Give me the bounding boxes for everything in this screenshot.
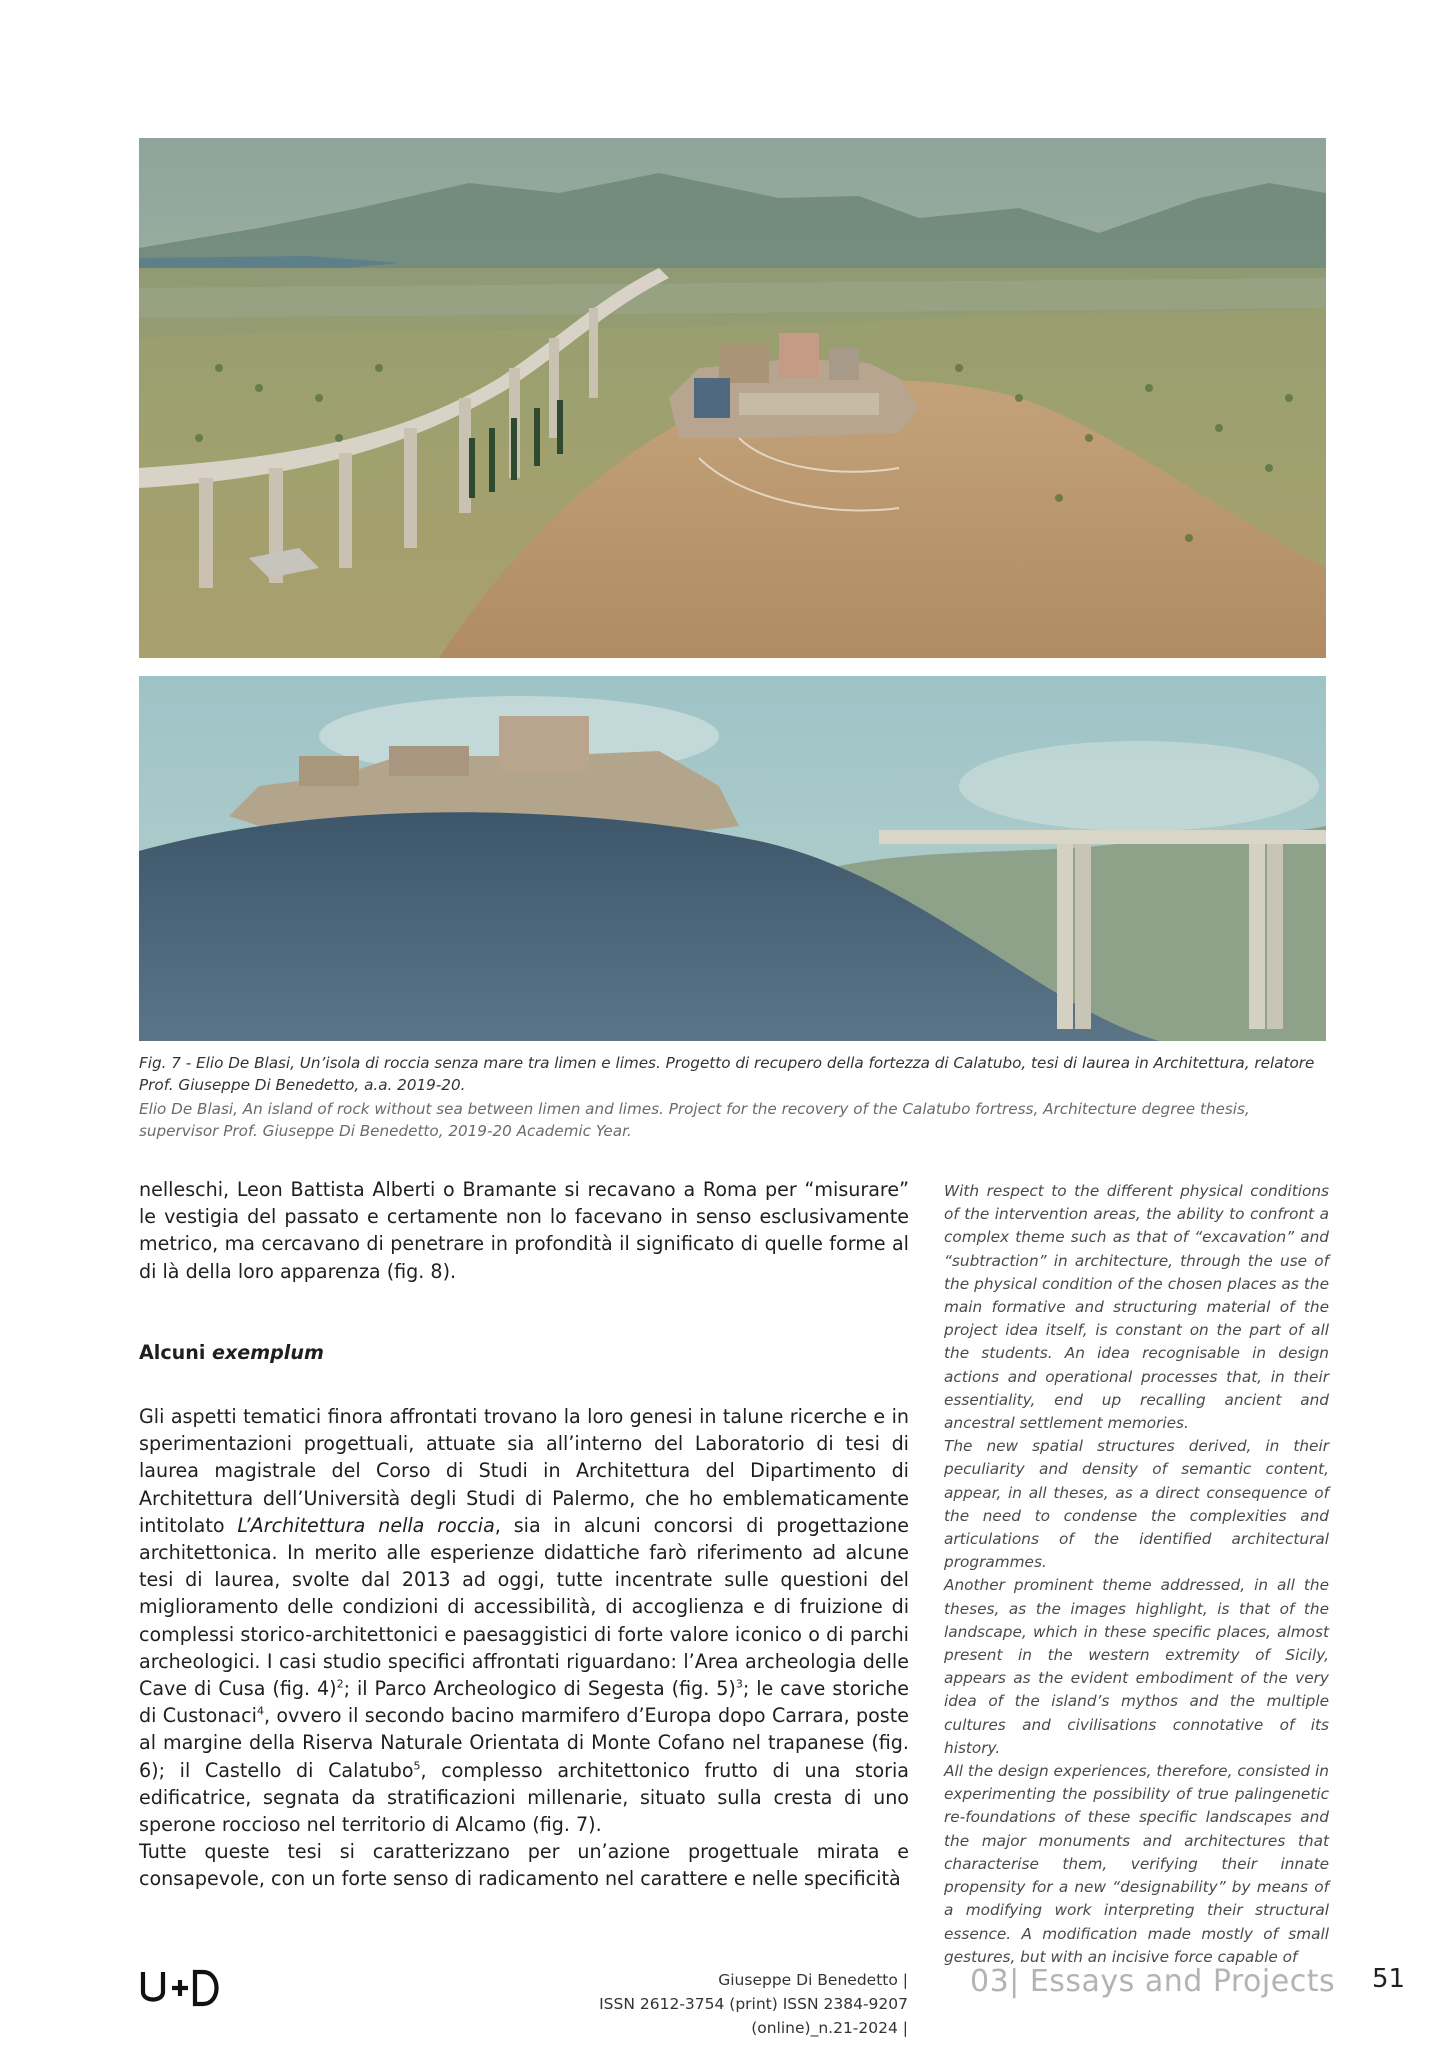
intro-paragraph: nelleschi, Leon Battista Alberti o Bramante si recavano a Roma per “misurare” le vestigia del passato e certamente non lo facevano in senso esclusivamente metrico, ma cercavano di penetrare in profondità il significato di quelle forme al di là della loro apparenza (fig. 8). [139, 1178, 909, 1283]
footer-issn: ISSN 2612-3754 (print) ISSN 2384-9207 (online)_n.21-2024 | [599, 1995, 908, 2037]
section-heading [139, 1339, 909, 1366]
side-paragraph-4: All the design experiences, therefore, consisted in experimenting the possibility of true palingenetic re-foundations of these specific landscapes and the major monuments and architectures that characterise them, verifying their innate propensity for a new “designability” by means of a modifying work interpreting their structural essence. A modification made mostly of small gestures, but with an incisive force capable of [944, 1762, 1329, 1966]
english-sidebar-column [944, 1180, 1329, 1969]
body-paragraph-1 [139, 1403, 909, 1838]
p1-text-f: , complesso architettonico frutto di una storia edificatrice, segnata da stratificazioni millenarie, situato sulla cresta di uno sperone roccioso nel territorio di Alcamo (fig. 7). [139, 1758, 910, 1837]
footer-section-title: 03| Essays and Projects [970, 1964, 1336, 1999]
footer-author: Giuseppe Di Benedetto | [718, 1971, 908, 1989]
figure-7-aerial-render [139, 138, 1326, 658]
heading-plain: Alcuni [139, 1340, 213, 1364]
main-column [139, 1176, 909, 1893]
footnote-ref-5: 5 [413, 1759, 421, 1773]
caption-italian: Fig. 7 - Elio De Blasi, Un’isola di roccia senza mare tra limen e limes. Progetto di recupero della fortezza di Calatubo, tesi di laurea in Architettura, relatore Prof. Giuseppe Di Benedetto, a.a. 2019-20. [139, 1054, 1315, 1094]
side-paragraph-3: Another prominent theme addressed, in all the theses, as the images highlight, is that of the landscape, which in these specific places, almost present in the western extremity of Sicily, appears as the evident embodiment of the very idea of the island’s mythos and the multiple cultures and civilisations connotative of its history. [944, 1576, 1329, 1757]
p1-text-a: Gli aspetti tematici finora affrontati trovano la loro genesi in talune ricerche e in sperimentazioni progettuali, attuate sia all’interno del Laboratorio di tesi di laurea magistrale del Corso di Studi in Architettura del Dipartimento di Architettura dell’Università degli Studi di Palermo, che ho emblematicamente intitolato [139, 1405, 909, 1537]
journal-logo [139, 1968, 221, 2008]
side-paragraph-1: With respect to the different physical conditions of the intervention areas, the ability to confront a complex theme such as that of “excavation” and “subtraction” in architecture, through the use of the physical condition of the chosen places as the main formative and structuring material of the project idea itself, is constant on the part of all the students. An idea recognisable in design actions and operational processes that, in their essentiality, end up recalling ancient and ancestral settlement memories. [944, 1182, 1329, 1433]
u-plus-d-logo-icon [139, 1968, 221, 2008]
footnote-ref-3: 3 [735, 1677, 743, 1691]
p1-italic-title: L’Architettura nella roccia [237, 1513, 495, 1537]
figure-7-section-render [139, 676, 1326, 1041]
p1-text-b: , sia in alcuni concorsi di progettazione architettonica. In merito alle esperienze didattiche farò riferimento ad alcune tesi di laurea, svolte dal 2013 ad oggi, tutte incentrate sulle questioni del miglioramento delle condizioni di accessibilità, di accoglienza e di fruizione di complessi storico-architettonici e paesaggistici di forte valore iconico o di parchi archeologici. I casi studio specifici affrontati riguardano: l’Area archeologia delle Cave di Cusa (fig. 4) [139, 1513, 910, 1701]
p1-text-c: ; il Parco Archeologico di Segesta (fig. 5) [343, 1677, 736, 1701]
caption-english: Elio De Blasi, An island of rock without sea between limen and limes. Project for the recovery of the Calatubo fortress, Architecture degree thesis, supervisor Prof. Giuseppe Di Benedetto, 2019-20 Academic Year. [139, 1100, 1250, 1140]
footnote-ref-2: 2 [336, 1677, 344, 1691]
section-landscape-illustration [139, 676, 1326, 1041]
footnote-ref-4: 4 [256, 1704, 264, 1718]
footer-citation [520, 1968, 908, 2040]
figure-caption [139, 1052, 1329, 1142]
side-paragraph-2: The new spatial structures derived, in their peculiarity and density of semantic content, appear, in all theses, as a direct consequence of the need to condense the complexities and articulations of the identified architectural programmes. [944, 1437, 1329, 1572]
heading-italic: exemplum [212, 1340, 324, 1364]
aerial-landscape-illustration [139, 138, 1326, 658]
body-paragraph-2: Tutte queste tesi si caratterizzano per un’azione progettuale mirata e consapevole, con un forte senso di radicamento nel carattere e nelle specificità [139, 1840, 909, 1891]
p1-text-d: ; le cave storiche di Custonaci [139, 1677, 909, 1728]
page-number: 51 [1372, 1964, 1406, 1994]
p1-text-e: , ovvero il secondo bacino marmifero d’Europa dopo Carrara, poste al margine della Riserva Naturale Orientata di Monte Cofano nel trapanese (fig. 6); il Castello di Calatubo [139, 1704, 909, 1782]
